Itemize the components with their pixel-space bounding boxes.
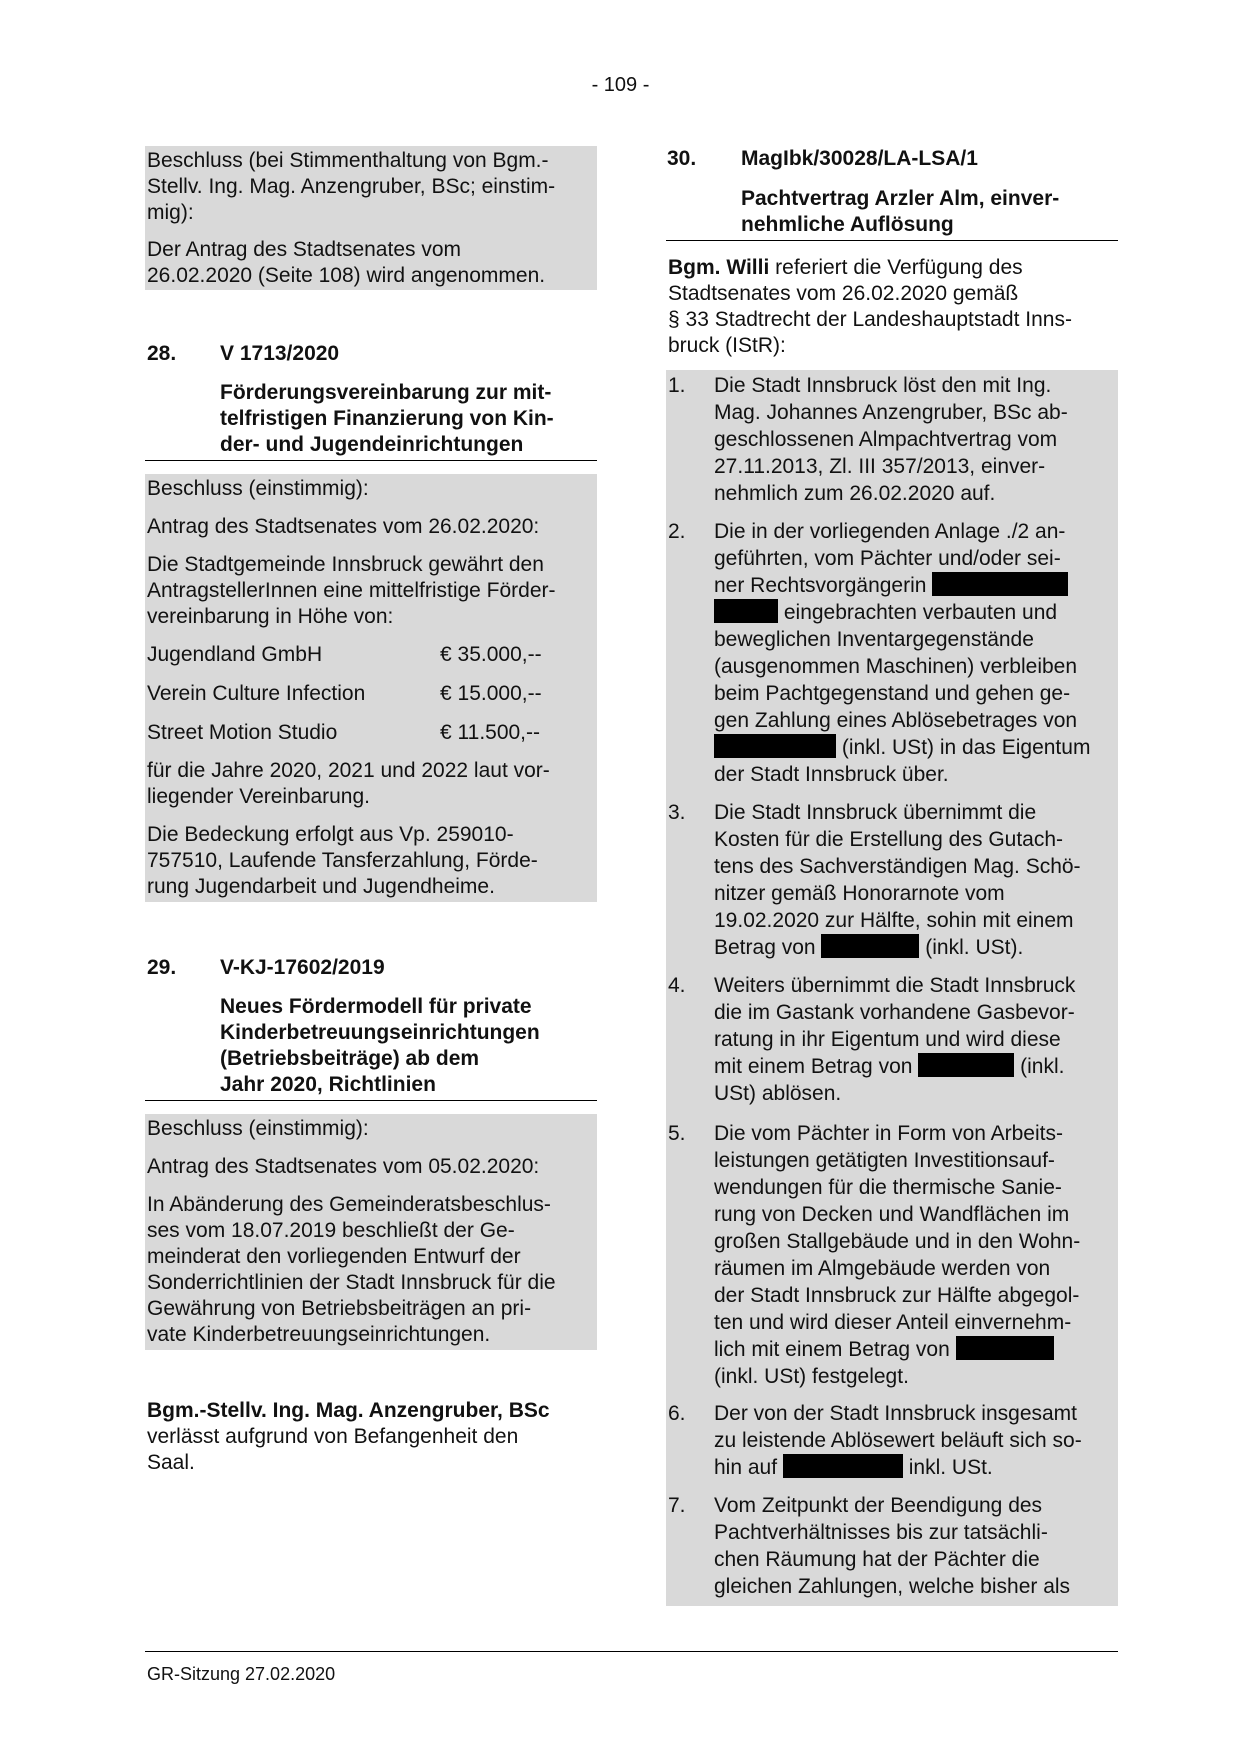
years-28-line: für die Jahre 2020, 2021 und 2022 laut vor- bbox=[147, 759, 550, 782]
item-line: Die Stadt Innsbruck übernimmt die bbox=[714, 801, 1037, 824]
recipient-amount: € 15.000,-- bbox=[440, 682, 542, 705]
item-line: Kosten für die Erstellung des Gutach- bbox=[714, 828, 1064, 851]
section-divider bbox=[666, 240, 1118, 241]
item-line: gen Zahlung eines Ablösebetrages von bbox=[714, 709, 1078, 732]
title-line: Jahr 2020, Richtlinien bbox=[220, 1073, 436, 1096]
beschluss-28: Beschluss (einstimmig): bbox=[147, 477, 369, 500]
item-number: 3. bbox=[668, 801, 686, 824]
footer-text: GR-Sitzung 27.02.2020 bbox=[147, 1664, 336, 1684]
item-line: USt) ablösen. bbox=[714, 1082, 842, 1105]
redaction-bar bbox=[918, 1053, 1014, 1077]
body-29-line: Gewährung von Betriebsbeiträgen an pri- bbox=[147, 1297, 532, 1320]
cover-28-line: rung Jugendarbeit und Jugendheime. bbox=[147, 875, 495, 898]
absent-line: Saal. bbox=[147, 1451, 195, 1474]
item-line: geführten, vom Pächter und/oder sei- bbox=[714, 547, 1061, 570]
item-number: 1. bbox=[668, 374, 686, 397]
redaction-bar bbox=[821, 934, 919, 958]
antrag-28: Antrag des Stadtsenates vom 26.02.2020: bbox=[147, 515, 540, 538]
title-line: Pachtvertrag Arzler Alm, einver- bbox=[741, 187, 1060, 210]
item-line: 27.11.2013, Zl. III 357/2013, einver- bbox=[714, 455, 1046, 478]
item-line: wendungen für die thermische Sanie- bbox=[714, 1176, 1062, 1199]
item-line: nehmlich zum 26.02.2020 auf. bbox=[714, 482, 996, 505]
intro-28-line: AntragstellerInnen eine mittelfristige Förder- bbox=[147, 579, 556, 602]
item-line-with-redaction bbox=[714, 1053, 1134, 1080]
item-line: (ausgenommen Maschinen) verbleiben bbox=[714, 655, 1078, 678]
item-text: (inkl. USt) in das Eigentum bbox=[841, 736, 1091, 759]
title-line: Neues Fördermodell für private bbox=[220, 995, 532, 1018]
item-line: tens des Sachverständigen Mag. Schö- bbox=[714, 855, 1081, 878]
item-line-with-redaction bbox=[714, 572, 1134, 599]
section-title-29 bbox=[220, 994, 540, 1098]
recipient-name: Jugendland GmbH bbox=[147, 643, 323, 666]
item-line: der Stadt Innsbruck über. bbox=[714, 763, 949, 786]
item-line: beim Pachtgegenstand und gehen ge- bbox=[714, 682, 1071, 705]
intro-28-line: Die Stadtgemeinde Innsbruck gewährt den bbox=[147, 553, 544, 576]
item-line-with-redaction bbox=[714, 1454, 1134, 1481]
recipient-name: Street Motion Studio bbox=[147, 721, 338, 744]
cover-28-line: 757510, Laufende Tansferzahlung, Förde- bbox=[147, 849, 538, 872]
body-29-line: ses vom 18.07.2019 beschließt der Ge- bbox=[147, 1219, 515, 1242]
speaker-name: Bgm. Willi bbox=[668, 256, 770, 279]
item-line: die im Gastank vorhandene Gasbevor- bbox=[714, 1001, 1075, 1024]
item-body bbox=[714, 1492, 1134, 1600]
item-text: (inkl. USt). bbox=[925, 936, 1024, 959]
item-body bbox=[714, 1400, 1134, 1481]
item-line-with-redaction bbox=[714, 1336, 1134, 1363]
item-line: ten und wird dieser Anteil einvernehm- bbox=[714, 1311, 1072, 1334]
body-29-line: Sonderrichtlinien der Stadt Innsbruck für die bbox=[147, 1271, 556, 1294]
beschluss-29: Beschluss (einstimmig): bbox=[147, 1117, 369, 1140]
item-line: Mag. Johannes Anzengruber, BSc ab- bbox=[714, 401, 1068, 424]
title-line: Kinderbetreuungseinrichtungen bbox=[220, 1021, 540, 1044]
intro-30-line: § 33 Stadtrecht der Landeshauptstadt Inns- bbox=[668, 308, 1072, 331]
title-line: nehmliche Auflösung bbox=[741, 213, 954, 236]
item-line: großen Stallgebäude und in den Wohn- bbox=[714, 1230, 1081, 1253]
item-body bbox=[714, 972, 1134, 1107]
beschluss-27-line: Beschluss (bei Stimmenthaltung von Bgm.- bbox=[147, 149, 549, 172]
recipient-amount: € 11.500,-- bbox=[440, 721, 541, 744]
item-body bbox=[714, 518, 1134, 788]
section-code-30: MagIbk/30028/LA-LSA/1 bbox=[741, 147, 978, 170]
item-line: Die vom Pächter in Form von Arbeits- bbox=[714, 1122, 1063, 1145]
item-line: (inkl. USt) festgelegt. bbox=[714, 1365, 909, 1388]
item-line: der Stadt Innsbruck zur Hälfte abgegol- bbox=[714, 1284, 1080, 1307]
item-line-with-redaction bbox=[714, 734, 1134, 761]
intro-30-first-line bbox=[668, 255, 1023, 282]
title-line: (Betriebsbeiträge) ab dem bbox=[220, 1047, 480, 1070]
item-body bbox=[714, 1120, 1134, 1390]
item-line: chen Räumung hat der Pächter die bbox=[714, 1548, 1040, 1571]
title-line: Förderungsvereinbarung zur mit- bbox=[220, 381, 552, 404]
item-line: leistungen getätigten Investitionsauf- bbox=[714, 1149, 1055, 1172]
antrag-27-line: 26.02.2020 (Seite 108) wird angenommen. bbox=[147, 264, 546, 287]
absent-name: Bgm.-Stellv. Ing. Mag. Anzengruber, BSc bbox=[147, 1399, 550, 1422]
item-text: eingebrachten verbauten und bbox=[783, 601, 1058, 624]
item-line: Weiters übernimmt die Stadt Innsbruck bbox=[714, 974, 1076, 997]
section-number-29: 29. bbox=[147, 956, 177, 979]
item-line: ratung in ihr Eigentum und wird diese bbox=[714, 1028, 1061, 1051]
item-line: zu leistende Ablösewert beläuft sich so- bbox=[714, 1429, 1082, 1452]
item-line: räumen im Almgebäude werden von bbox=[714, 1257, 1051, 1280]
item-text: mit einem Betrag von bbox=[714, 1055, 913, 1078]
item-line: Vom Zeitpunkt der Beendigung des bbox=[714, 1494, 1043, 1517]
item-line: Pachtverhältnisses bis zur tatsächli- bbox=[714, 1521, 1048, 1544]
item-text: lich mit einem Betrag von bbox=[714, 1338, 950, 1361]
intro-28-line: vereinbarung in Höhe von: bbox=[147, 605, 394, 628]
antrag-27-line: Der Antrag des Stadtsenates vom bbox=[147, 238, 462, 261]
intro-30-line: Stadtsenates vom 26.02.2020 gemäß bbox=[668, 282, 1019, 305]
item-number: 2. bbox=[668, 520, 686, 543]
item-text: inkl. USt. bbox=[908, 1456, 993, 1479]
section-number-28: 28. bbox=[147, 342, 177, 365]
recipient-name: Verein Culture Infection bbox=[147, 682, 366, 705]
item-line: rung von Decken und Wandflächen im bbox=[714, 1203, 1070, 1226]
item-line-with-redaction bbox=[714, 934, 1134, 961]
redaction-bar bbox=[783, 1454, 903, 1478]
section-divider bbox=[145, 1100, 597, 1101]
item-line: Der von der Stadt Innsbruck insgesamt bbox=[714, 1402, 1078, 1425]
beschluss-27-line: mig): bbox=[147, 201, 194, 224]
item-text: ner Rechtsvorgängerin bbox=[714, 574, 927, 597]
item-line: 19.02.2020 zur Hälfte, sohin mit einem bbox=[714, 909, 1074, 932]
intro-30-line: bruck (IStR): bbox=[668, 334, 786, 357]
item-line: geschlossenen Almpachtvertrag vom bbox=[714, 428, 1058, 451]
item-line: beweglichen Inventargegenstände bbox=[714, 628, 1034, 651]
section-title-28 bbox=[220, 380, 554, 458]
item-line: Die Stadt Innsbruck löst den mit Ing. bbox=[714, 374, 1052, 397]
years-28-line: liegender Vereinbarung. bbox=[147, 785, 371, 808]
beschluss-27-line: Stellv. Ing. Mag. Anzengruber, BSc; einstim- bbox=[147, 175, 556, 198]
item-text: (inkl. bbox=[1020, 1055, 1065, 1078]
redaction-bar bbox=[932, 572, 1068, 596]
recipient-amount: € 35.000,-- bbox=[440, 643, 542, 666]
intro-text: referiert die Verfügung des bbox=[769, 256, 1023, 279]
section-title-30 bbox=[741, 186, 1059, 238]
cover-28-line: Die Bedeckung erfolgt aus Vp. 259010- bbox=[147, 823, 514, 846]
item-line: nitzer gemäß Honorarnote vom bbox=[714, 882, 1005, 905]
section-divider bbox=[145, 460, 597, 461]
item-body bbox=[714, 372, 1134, 507]
item-text: hin auf bbox=[714, 1456, 778, 1479]
body-29-line: vate Kinderbetreuungseinrichtungen. bbox=[147, 1323, 491, 1346]
page-number: - 109 - bbox=[591, 74, 650, 96]
item-line-with-redaction bbox=[714, 599, 1134, 626]
absent-line: verlässt aufgrund von Befangenheit den bbox=[147, 1425, 519, 1448]
body-29-line: meinderat den vorliegenden Entwurf der bbox=[147, 1245, 521, 1268]
title-line: telfristigen Finanzierung von Kin- bbox=[220, 407, 554, 430]
item-line: gleichen Zahlungen, welche bisher als bbox=[714, 1575, 1071, 1598]
item-number: 7. bbox=[668, 1494, 686, 1517]
item-number: 5. bbox=[668, 1122, 686, 1145]
item-number: 6. bbox=[668, 1402, 686, 1425]
item-body bbox=[714, 799, 1134, 961]
body-29-line: In Abänderung des Gemeinderatsbeschlus- bbox=[147, 1193, 551, 1216]
item-text: Betrag von bbox=[714, 936, 816, 959]
redaction-bar bbox=[714, 599, 778, 623]
section-code-29: V-KJ-17602/2019 bbox=[220, 956, 385, 979]
item-line: Die in der vorliegenden Anlage ./2 an- bbox=[714, 520, 1066, 543]
section-code-28: V 1713/2020 bbox=[220, 342, 340, 365]
footer-divider bbox=[145, 1651, 1118, 1652]
redaction-bar bbox=[714, 734, 836, 758]
section-number-30: 30. bbox=[667, 147, 697, 170]
item-number: 4. bbox=[668, 974, 686, 997]
antrag-29: Antrag des Stadtsenates vom 05.02.2020: bbox=[147, 1155, 540, 1178]
redaction-bar bbox=[956, 1336, 1054, 1360]
title-line: der- und Jugendeinrichtungen bbox=[220, 433, 524, 456]
